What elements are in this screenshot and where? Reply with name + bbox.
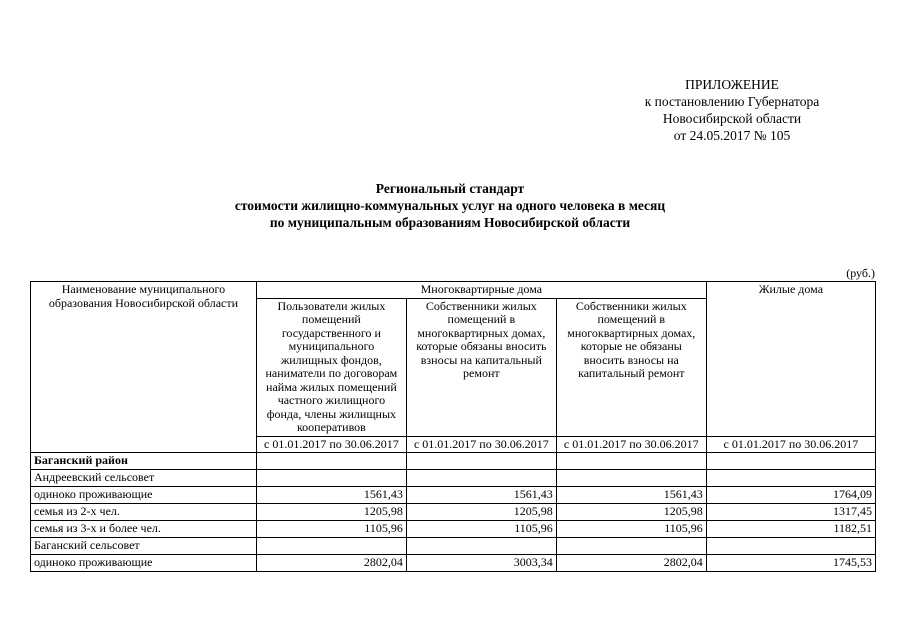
value-cell: 1205,98 [556, 504, 706, 521]
row-label: Баганский сельсовет [31, 538, 257, 555]
appendix-title: ПРИЛОЖЕНИЕ [685, 77, 779, 92]
empty-cell [556, 538, 706, 555]
table-row [31, 487, 876, 504]
value-cell: 1205,98 [256, 504, 406, 521]
table-row [31, 504, 876, 521]
table-row-district [31, 453, 876, 470]
empty-cell [256, 470, 406, 487]
empty-cell [406, 538, 556, 555]
value-cell: 3003,34 [406, 555, 556, 572]
standard-cost-table [30, 281, 876, 572]
header-period-1: с 01.01.2017 по 30.06.2017 [256, 436, 406, 453]
header-state-users: Пользователи жилых помещений государственного и муниципального жилищных фондов, наниматели по договорам найма жилых помещений частного жилищного фонда, члены жилищных кооперативов [256, 298, 406, 436]
header-residential-houses: Жилые дома [706, 282, 875, 437]
header-owners-without-capital-repair: Собственники жилых помещений в многоквартирных домах, которые не обязаны вносить взносы на капитальный ремонт [556, 298, 706, 436]
empty-cell [406, 470, 556, 487]
table-row-settlement [31, 538, 876, 555]
value-cell: 1561,43 [556, 487, 706, 504]
value-cell: 1745,53 [706, 555, 875, 572]
header-period-4: с 01.01.2017 по 30.06.2017 [706, 436, 875, 453]
title-line-3: по муниципальным образованиям Новосибирской области [269, 215, 631, 230]
row-label: Андреевский сельсовет [31, 470, 257, 487]
value-cell: 1317,45 [706, 504, 875, 521]
value-cell: 1205,98 [406, 504, 556, 521]
appendix-region: Новосибирской области [662, 111, 802, 126]
document-title [150, 180, 750, 231]
currency-unit: (руб.) [846, 266, 875, 280]
value-cell: 2802,04 [256, 555, 406, 572]
appendix-block [600, 76, 864, 144]
value-cell: 2802,04 [556, 555, 706, 572]
value-cell: 1561,43 [406, 487, 556, 504]
title-line-2: стоимости жилищно-коммунальных услуг на одного человека в месяц [234, 198, 666, 213]
appendix-decree: к постановлению Губернатора [644, 94, 820, 109]
value-cell: 1561,43 [256, 487, 406, 504]
empty-cell [556, 470, 706, 487]
value-cell: 1764,09 [706, 487, 875, 504]
value-cell: 1105,96 [256, 521, 406, 538]
appendix-date: от 24.05.2017 № 105 [673, 128, 791, 143]
row-label: Баганский район [31, 453, 257, 470]
title-line-1: Региональный стандарт [375, 181, 525, 196]
header-municipality: Наименование муниципального образования Новосибирской области [31, 282, 257, 453]
row-label: одиноко проживающие [31, 487, 257, 504]
empty-cell [556, 453, 706, 470]
empty-cell [256, 538, 406, 555]
row-label: семья из 3-х и более чел. [31, 521, 257, 538]
value-cell: 1105,96 [406, 521, 556, 538]
table-row-settlement [31, 470, 876, 487]
empty-cell [706, 470, 875, 487]
header-period-3: с 01.01.2017 по 30.06.2017 [556, 436, 706, 453]
table-row [31, 521, 876, 538]
row-label: одиноко проживающие [31, 555, 257, 572]
empty-cell [706, 538, 875, 555]
row-label: семья из 2-х чел. [31, 504, 257, 521]
value-cell: 1182,51 [706, 521, 875, 538]
header-apartment-buildings: Многоквартирные дома [256, 282, 706, 299]
header-owners-with-capital-repair: Собственники жилых помещений в многоквартирных домах, которые обязаны вносить взносы на капитальный ремонт [406, 298, 556, 436]
table-row [31, 555, 876, 572]
value-cell: 1105,96 [556, 521, 706, 538]
empty-cell [406, 453, 556, 470]
empty-cell [706, 453, 875, 470]
header-period-2: с 01.01.2017 по 30.06.2017 [406, 436, 556, 453]
empty-cell [256, 453, 406, 470]
